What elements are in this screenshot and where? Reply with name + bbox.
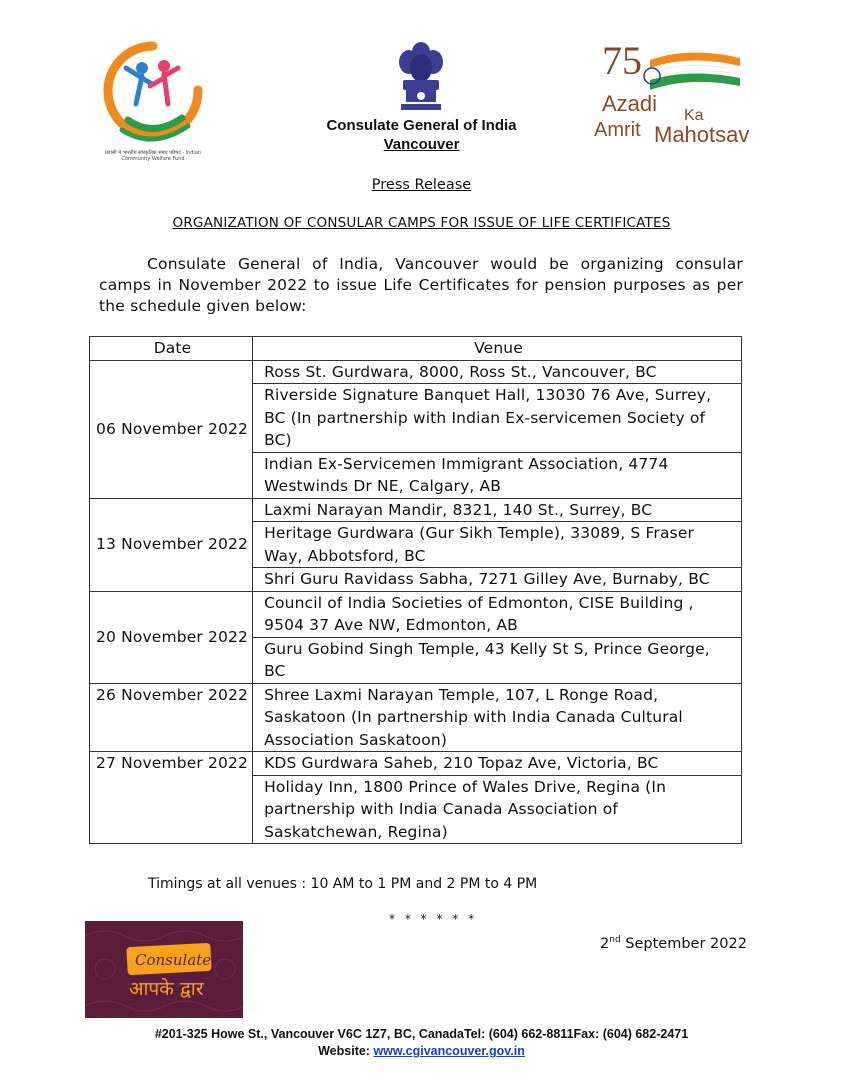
consulate-title: Consulate General of India [326, 117, 517, 134]
release-date-day: 2 [600, 935, 610, 952]
separator-stars: * * * * * * [389, 912, 478, 926]
logo-word-amrit: Amrit [594, 119, 641, 141]
venue-cell: Ross St. Gurdwara, 8000, Ross St., Vancouver, BC [253, 360, 742, 384]
venue-cell: Shri Guru Ravidass Sabha, 7271 Gilley Ave, Burnaby, BC [253, 568, 742, 592]
venue-cell: KDS Gurdwara Saheb, 210 Topaz Ave, Victoria, BC [253, 752, 742, 776]
badge-line1: Consulate [135, 951, 212, 969]
intro-paragraph: Consulate General of India, Vancouver would be organizing consular camps in November 2022 to issue Life Certificates for pension purposes as per the schedule given below: [99, 255, 743, 315]
venue-cell: Indian Ex-Servicemen Immigrant Association, 4774 Westwinds Dr NE, Calgary, AB [253, 452, 742, 498]
venue-cell: Shree Laxmi Narayan Temple, 107, L Ronge Road, Saskatoon (In partnership with India Canada Cultural Association Saskatoon) [253, 683, 742, 752]
venue-cell: Holiday Inn, 1800 Prince of Wales Drive, Regina (In partnership with India Canada Association of Saskatchewan, Regina) [253, 775, 742, 844]
camp-date: 13 November 2022 [90, 498, 253, 591]
venue-cell: Heritage Gurdwara (Gur Sikh Temple), 33089, S Fraser Way, Abbotsford, BC [253, 522, 742, 568]
logo-number: 75 [602, 38, 642, 83]
consulate-aapke-dwar-badge [85, 921, 243, 1018]
camp-date: 06 November 2022 [90, 360, 253, 498]
venue-cell: Guru Gobind Singh Temple, 43 Kelly St S, Prince George, BC [253, 637, 742, 683]
camp-date: 20 November 2022 [90, 591, 253, 683]
website-link[interactable]: www.cgivancouver.gov.in [373, 1044, 525, 1058]
azadi-ka-amrit-mahotsav-logo [590, 36, 790, 148]
camp-date: 26 November 2022 [90, 683, 253, 752]
camp-schedule-table [89, 336, 742, 844]
table-header-row [90, 337, 742, 361]
table-row [90, 591, 742, 637]
icwf-caption: प्रवासी में भारतीय सांस्कृतिक संबंध परिषद · Indian Community Welfare Fund [104, 150, 202, 162]
logo-word-mahotsav: Mahotsav [654, 122, 750, 147]
table-row [90, 498, 742, 522]
website-label: Website: [318, 1044, 374, 1058]
state-emblem-icon [395, 38, 447, 116]
table-row [90, 683, 742, 752]
consulate-city: Vancouver [383, 136, 460, 153]
timings-note: Timings at all venues : 10 AM to 1 PM and 2 PM to 4 PM [148, 876, 538, 892]
badge-line2: आपके द्वार [129, 978, 204, 1000]
footer-address: #201-325 Howe St., Vancouver V6C 1Z7, BC, CanadaTel: (604) 662-8811Fax: (604) 682-2471 [154, 1027, 689, 1041]
release-date [600, 935, 747, 952]
release-date-suffix: nd [609, 935, 621, 945]
header-venue: Venue [253, 337, 742, 361]
venue-cell: Riverside Signature Banquet Hall, 13030 76 Ave, Surrey, BC (In partnership with Indian Ex-servicemen Society of BC) [253, 384, 742, 453]
camp-date: 27 November 2022 [90, 752, 253, 844]
table-row [90, 752, 742, 776]
release-date-rest: September 2022 [620, 935, 747, 952]
logo-word-ka: Ka [684, 107, 704, 124]
table-row [90, 360, 742, 384]
subject-line: ORGANIZATION OF CONSULAR CAMPS FOR ISSUE OF LIFE CERTIFICATES [172, 215, 671, 231]
venue-cell: Council of India Societies of Edmonton, CISE Building , 9504 37 Ave NW, Edmonton, AB [253, 591, 742, 637]
venue-cell: Laxmi Narayan Mandir, 8321, 140 St., Surrey, BC [253, 498, 742, 522]
header-date: Date [90, 337, 253, 361]
logo-word-azadi: Azadi [602, 91, 658, 116]
press-release-title: Press Release [371, 177, 472, 193]
footer-website [0, 1044, 843, 1058]
